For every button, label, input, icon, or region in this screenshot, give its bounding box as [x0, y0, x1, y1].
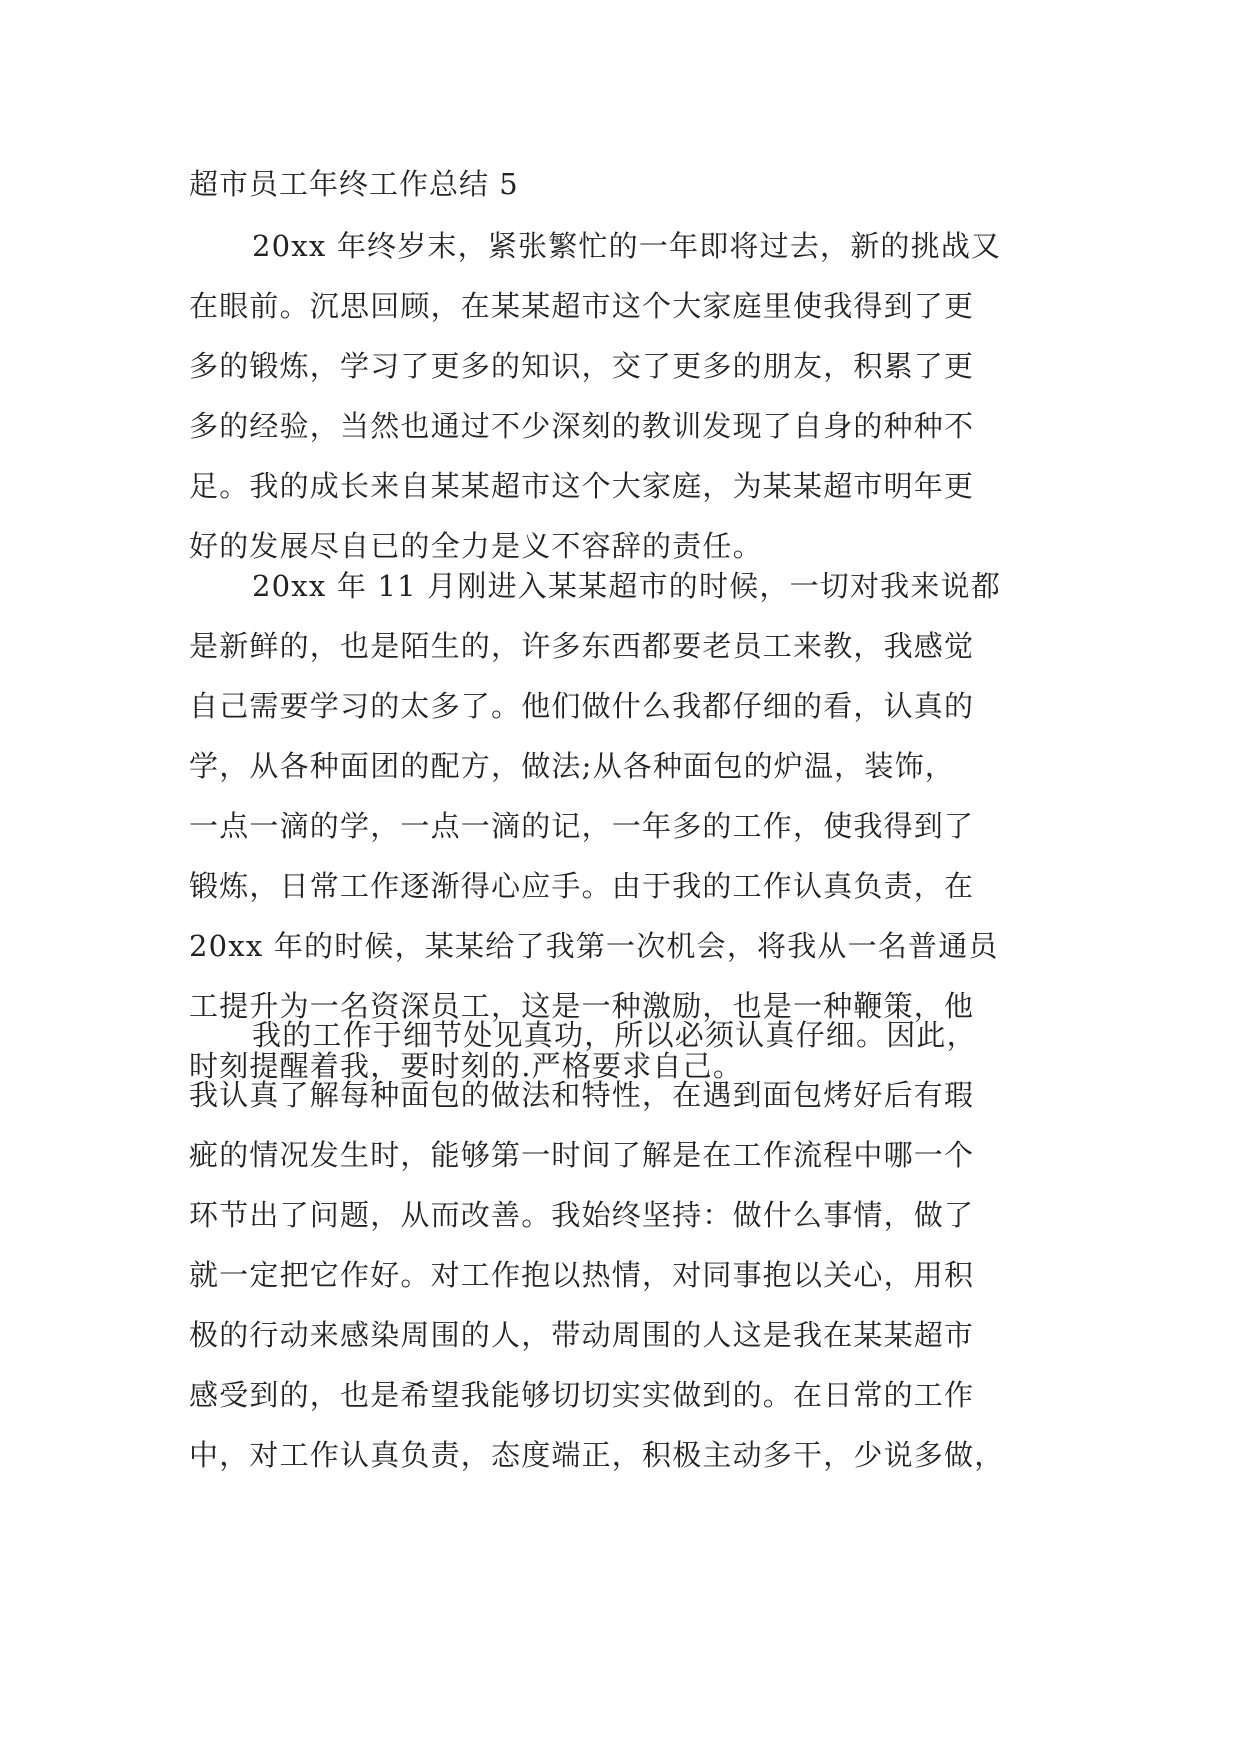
paragraph-line: 一点一滴的学，一点一滴的记，一年多的工作，使我得到了	[189, 809, 975, 843]
paragraph-line: 是新鲜的，也是陌生的，许多东西都要老员工来教，我感觉	[189, 629, 975, 663]
paragraph-line: 在眼前。沉思回顾，在某某超市这个大家庭里使我得到了更	[189, 289, 975, 323]
paragraph-line: 好的发展尽自已的全力是义不容辞的责任。	[189, 529, 763, 563]
paragraph-3	[189, 1005, 1061, 1485]
paragraph-line: 自己需要学习的太多了。他们做什么我都仔细的看，认真的	[189, 689, 975, 723]
paragraph-line: 锻炼，日常工作逐渐得心应手。由于我的工作认真负责，在	[189, 869, 975, 903]
paragraph-line: 疵的情况发生时，能够第一时间了解是在工作流程中哪一个	[189, 1138, 975, 1172]
paragraph-line: 感受到的，也是希望我能够切切实实做到的。在日常的工作	[189, 1378, 975, 1412]
paragraph-1	[189, 216, 1061, 576]
paragraph-line: 时刻提醒着我，要时刻的.严格要求自己。	[189, 1049, 744, 1083]
paragraph-line: 足。我的成长来自某某超市这个大家庭，为某某超市明年更	[189, 469, 975, 503]
paragraph-line: 20xx 年的时候，某某给了我第一次机会，将我从一名普通员	[189, 929, 999, 963]
paragraph-line: 20xx 年 11 月刚进入某某超市的时候，一切对我来说都	[252, 569, 1001, 603]
paragraph-line: 就一定把它作好。对工作抱以热情，对同事抱以关心，用积	[189, 1258, 975, 1292]
paragraph-line: 我认真了解每种面包的做法和特性，在遇到面包烤好后有瑕	[189, 1078, 975, 1112]
paragraph-line: 多的经验，当然也通过不少深刻的教训发现了自身的种种不	[189, 409, 975, 443]
paragraph-line: 工提升为一名资深员工，这是一种激励，也是一种鞭策，他	[189, 989, 975, 1023]
paragraph-line: 多的锻炼，学习了更多的知识，交了更多的朋友，积累了更	[189, 349, 975, 383]
paragraph-line: 20xx 年终岁末，紧张繁忙的一年即将过去，新的挑战又	[252, 229, 1002, 263]
paragraph-line: 极的行动来感染周围的人，带动周围的人这是我在某某超市	[189, 1318, 975, 1352]
paragraph-line: 环节出了问题，从而改善。我始终坚持：做什么事情，做了	[189, 1198, 975, 1232]
document-title: 超市员工年终工作总结 5	[189, 167, 519, 201]
paragraph-line: 中，对工作认真负责，态度端正，积极主动多干，少说多做，	[189, 1438, 1005, 1472]
paragraph-line: 学，从各种面团的配方，做法;从各种面包的炉温，装饰，	[189, 749, 955, 783]
paragraph-line: 我的工作于细节处见真功，所以必须认真仔细。因此，	[252, 1018, 977, 1052]
